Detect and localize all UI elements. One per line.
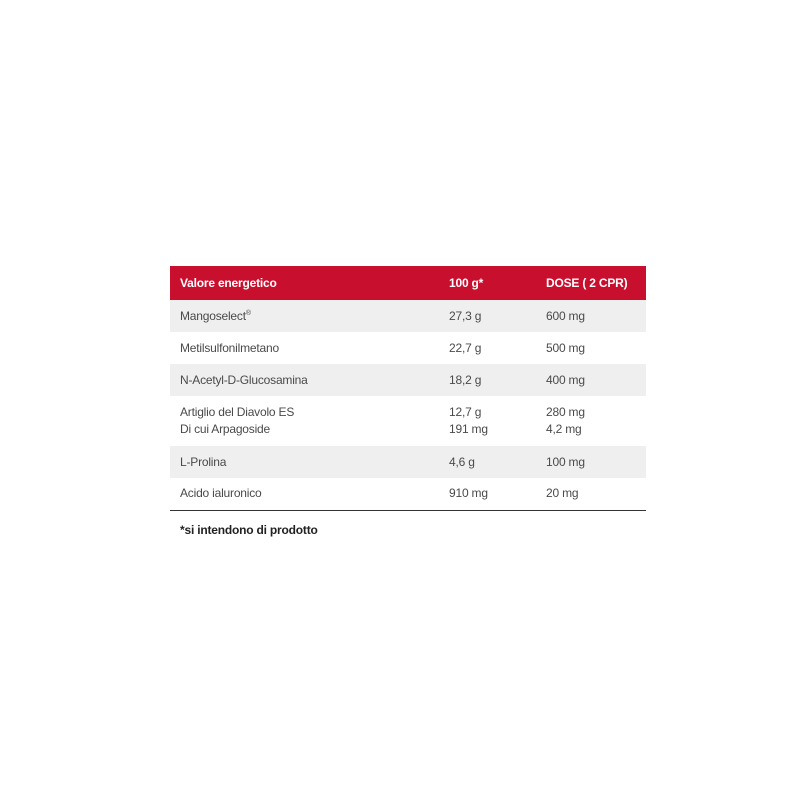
value-per-100g: 4,6 g [449, 454, 475, 469]
value-per-dose: 400 mg [546, 372, 585, 387]
table-row [170, 478, 646, 510]
value-per-dose: 100 mg [546, 454, 585, 469]
ingredient-name: Mangoselect® [180, 308, 251, 323]
header-valore-energetico: Valore energetico [180, 276, 277, 290]
nutrition-table [170, 266, 646, 511]
table-row [170, 446, 646, 478]
table-row [170, 300, 646, 332]
main-value-per-dose: 280 mg [546, 405, 585, 419]
table-row [170, 396, 646, 446]
value-per-100g: 18,2 g [449, 372, 482, 387]
sub-value-per-100g: 191 mg [449, 422, 488, 436]
main-value-per-100g: 12,7 g [449, 405, 482, 419]
value-per-100g [439, 396, 536, 446]
value-per-dose [536, 396, 646, 446]
table-row [170, 364, 646, 396]
ingredient-name: N-Acetyl-D-Glucosamina [180, 372, 308, 387]
registered-mark: ® [245, 309, 251, 317]
value-per-100g: 910 mg [439, 478, 536, 510]
ingredient-sub-name: Di cui Arpagoside [180, 422, 270, 436]
header-dose: DOSE ( 2 CPR) [546, 276, 628, 290]
ingredient-name: L-Prolina [180, 454, 227, 469]
ingredient-main-name: Artiglio del Diavolo ES [180, 405, 295, 419]
ingredient-name: Acido ialuronico [170, 478, 439, 510]
value-per-100g: 22,7 g [449, 340, 482, 355]
value-per-100g: 27,3 g [449, 308, 482, 323]
ingredient-name [170, 396, 439, 446]
value-per-dose: 500 mg [546, 340, 585, 355]
value-per-dose: 20 mg [536, 478, 646, 510]
header-100g: 100 g* [449, 276, 484, 290]
table-row [170, 332, 646, 364]
footnote: *si intendono di prodotto [180, 523, 318, 537]
sub-value-per-dose: 4,2 mg [546, 422, 582, 436]
value-per-dose: 600 mg [546, 308, 585, 323]
table-header-row [170, 266, 646, 300]
ingredient-name: Metilsulfonilmetano [180, 340, 279, 355]
